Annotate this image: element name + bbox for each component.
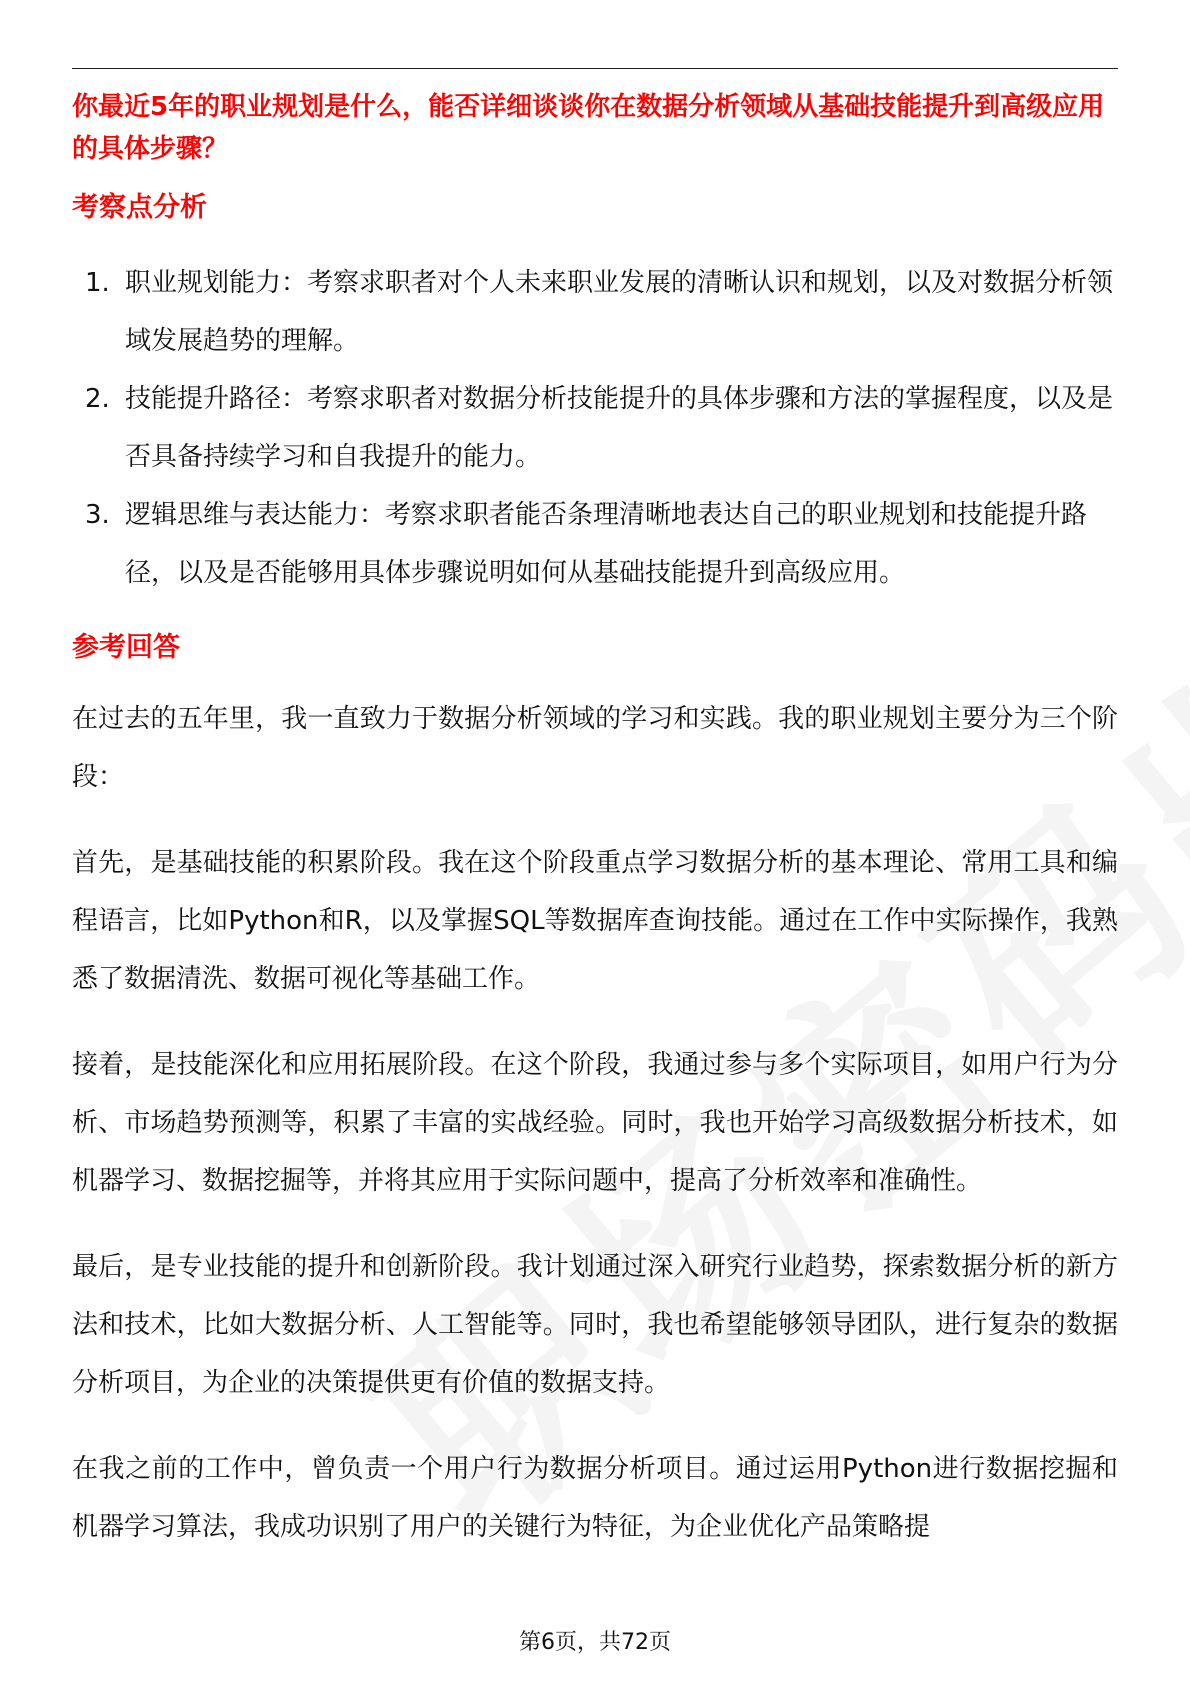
answer-paragraph: 首先，是基础技能的积累阶段。我在这个阶段重点学习数据分析的基本理论、常用工具和编程语言，比如Python和R，以及掌握SQL等数据库查询技能。通过在工作中实际操作，我熟悉了数据清洗、数据可视化等基础工作。 xyxy=(72,848,1118,994)
list-item-number: 2. xyxy=(85,384,110,414)
analysis-points-list xyxy=(72,254,1118,602)
list-item xyxy=(72,254,1118,370)
question-title: 你最近5年的职业规划是什么，能否详细谈谈你在数据分析领域从基础技能提升到高级应用的具体步骤？ xyxy=(72,92,1105,164)
page-number-footer: 第6页，共72页 xyxy=(519,1630,671,1655)
answer-paragraph: 在过去的五年里，我一直致力于数据分析领域的学习和实践。我的职业规划主要分为三个阶段： xyxy=(72,704,1118,792)
list-item-number: 3. xyxy=(85,500,110,530)
list-item-number: 1. xyxy=(85,268,110,298)
analysis-heading: 考察点分析 xyxy=(72,192,207,223)
list-item-text: 职业规划能力：考察求职者对个人未来职业发展的清晰认识和规划，以及对数据分析领域发展趋势的理解。 xyxy=(125,268,1114,356)
list-item xyxy=(72,486,1118,602)
list-item-text: 技能提升路径：考察求职者对数据分析技能提升的具体步骤和方法的掌握程度，以及是否具备持续学习和自我提升的能力。 xyxy=(125,384,1114,472)
answer-paragraph: 在我之前的工作中，曾负责一个用户行为数据分析项目。通过运用Python进行数据挖掘和机器学习算法，我成功识别了用户的关键行为特征，为企业优化产品策略提 xyxy=(72,1454,1118,1542)
header-rule xyxy=(72,68,1118,69)
list-item xyxy=(72,370,1118,486)
answer-paragraph: 最后，是专业技能的提升和创新阶段。我计划通过深入研究行业趋势，探索数据分析的新方法和技术，比如大数据分析、人工智能等。同时，我也希望能够领导团队，进行复杂的数据分析项目，为企业的决策提供更有价值的数据支持。 xyxy=(72,1252,1118,1398)
list-item-text: 逻辑思维与表达能力：考察求职者能否条理清晰地表达自己的职业规划和技能提升路径，以及是否能够用具体步骤说明如何从基础技能提升到高级应用。 xyxy=(125,500,1088,588)
answer-heading: 参考回答 xyxy=(72,632,180,663)
answer-paragraph: 接着，是技能深化和应用拓展阶段。在这个阶段，我通过参与多个实际项目，如用户行为分析、市场趋势预测等，积累了丰富的实战经验。同时，我也开始学习高级数据分析技术，如机器学习、数据挖掘等，并将其应用于实际问题中，提高了分析效率和准确性。 xyxy=(72,1050,1118,1196)
document-body xyxy=(72,86,1118,1556)
